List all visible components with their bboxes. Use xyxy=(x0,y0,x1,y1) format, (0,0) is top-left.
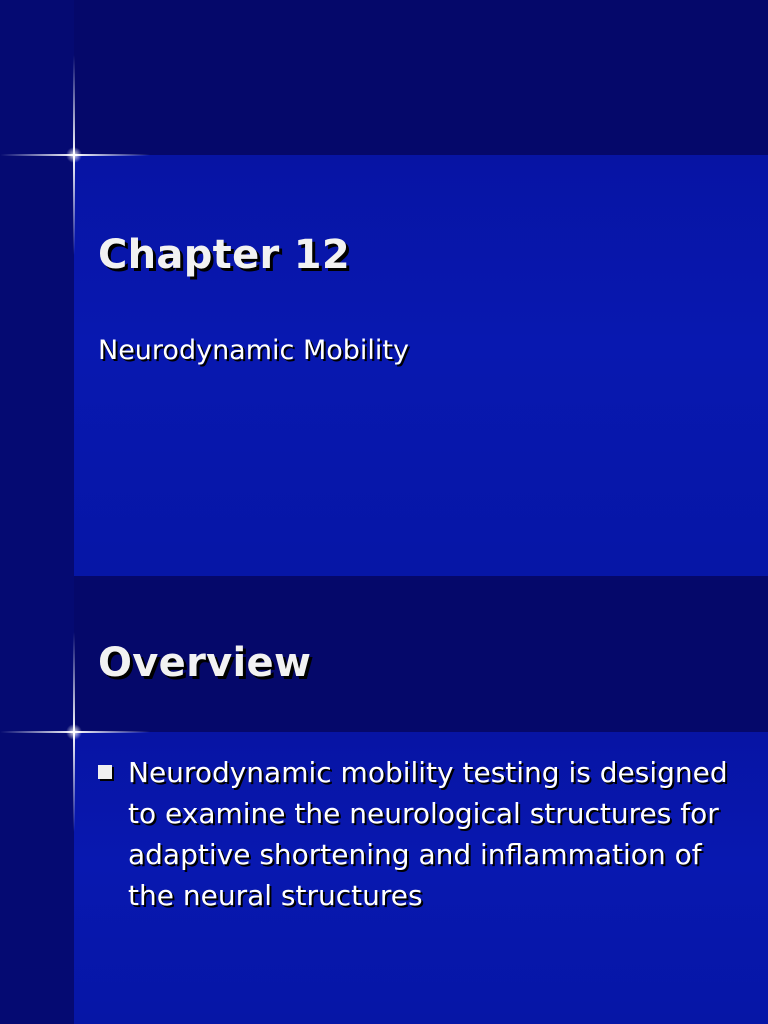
slide-subtitle: Neurodynamic Mobility xyxy=(98,335,409,366)
bullet-list xyxy=(98,752,738,916)
overview-slide xyxy=(0,576,768,1024)
slide-title: Overview xyxy=(98,640,312,686)
slide-title: Chapter 12 xyxy=(98,232,351,278)
sparkle-icon xyxy=(0,55,150,255)
list-item xyxy=(98,752,738,916)
bullet-text: Neurodynamic mobility testing is designed to examine the neurological structures for adaptive shortening and inflammation of the neural structures xyxy=(128,756,728,912)
bullet-square-icon xyxy=(98,765,112,779)
